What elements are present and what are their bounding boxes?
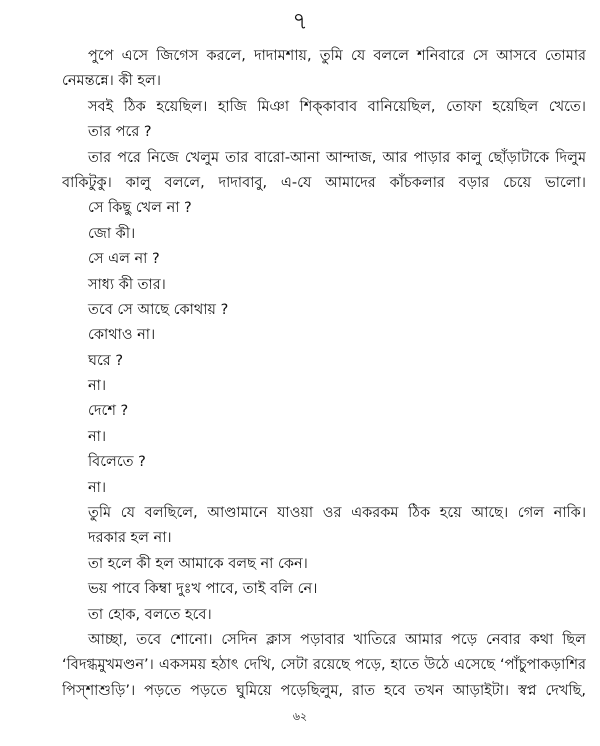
page-body: [62, 44, 586, 704]
text-line: দেশে ?: [88, 403, 129, 420]
text-line: ভয় পাবে কিম্বা দুঃখ পাবে, তাই বলি নে।: [88, 581, 318, 598]
text-line: বাকিটুকু। কালু বললে, দাদাবাবু, এ-যে আমাদের কাঁচকলার বড়ার চেয়ে ভালো।: [62, 174, 586, 191]
chapter-number: ৭: [292, 7, 308, 35]
text-line: বিলেতে ?: [88, 454, 146, 471]
text-line: তা হোক, বলতে হবে।: [88, 606, 212, 623]
text-line: না।: [88, 378, 107, 395]
text-line: তবে সে আছে কোথায় ?: [88, 301, 229, 318]
text-line: না।: [88, 428, 107, 445]
text-line: পিস্‌শাশুড়ি’। পড়তে পড়তে ঘুমিয়ে পড়েছিলুম, রাত হবে তখন আড়াইটা। স্বপ্ন দেখছি,: [62, 682, 586, 699]
text-line: তা হলে কী হল আমাকে বলছ না কেন।: [88, 555, 308, 572]
text-line: জো কী।: [88, 225, 136, 242]
page-number: ৬২: [292, 710, 308, 723]
text-line: না।: [88, 479, 107, 496]
text-line: তার পরে নিজে খেলুম তার বারো-আনা আন্দাজ, আর পাড়ার কালু ছোঁড়াটাকে দিলুম: [88, 149, 586, 166]
text-line: সে কিছু খেল না ?: [88, 200, 192, 217]
text-line: তুমি যে বলছিলে, আণ্ডামানে যাওয়া ওর একরকম ঠিক হয়ে আছে। গেল নাকি।: [88, 505, 586, 522]
text-line: ঘরে ?: [88, 352, 124, 369]
text-line: ‘বিদগ্ধমুখমণ্ডন’। একসময় হঠাৎ দেখি, সেটা রয়েছে পড়ে, হাতে উঠে এসেছে ‘পাঁচুপাকড়াশির: [62, 657, 586, 674]
text-line: সবই ঠিক হয়েছিল। হাজি মিঞা শিক্‌কাবাব বানিয়েছিল, তোফা হয়েছিল খেতে।: [88, 98, 586, 115]
text-line: তার পরে ?: [88, 124, 152, 141]
text-line: সে এল না ?: [88, 251, 160, 268]
text-line: নেমন্তন্নে। কী হল।: [62, 73, 161, 90]
text-line: পুপে এসে জিগেস করলে, দাদামশায়, তুমি যে বললে শনিবারে সে আসবে তোমার: [88, 48, 586, 64]
text-line: দরকার হল না।: [88, 530, 172, 547]
text-line: সাধ্য কী তার।: [88, 276, 166, 293]
text-line: কোথাও না।: [88, 327, 156, 344]
text-line: আচ্ছা, তবে শোনো। সেদিন ক্লাস পড়াবার খাতিরে আমার পড়ে নেবার কথা ছিল: [88, 631, 586, 648]
